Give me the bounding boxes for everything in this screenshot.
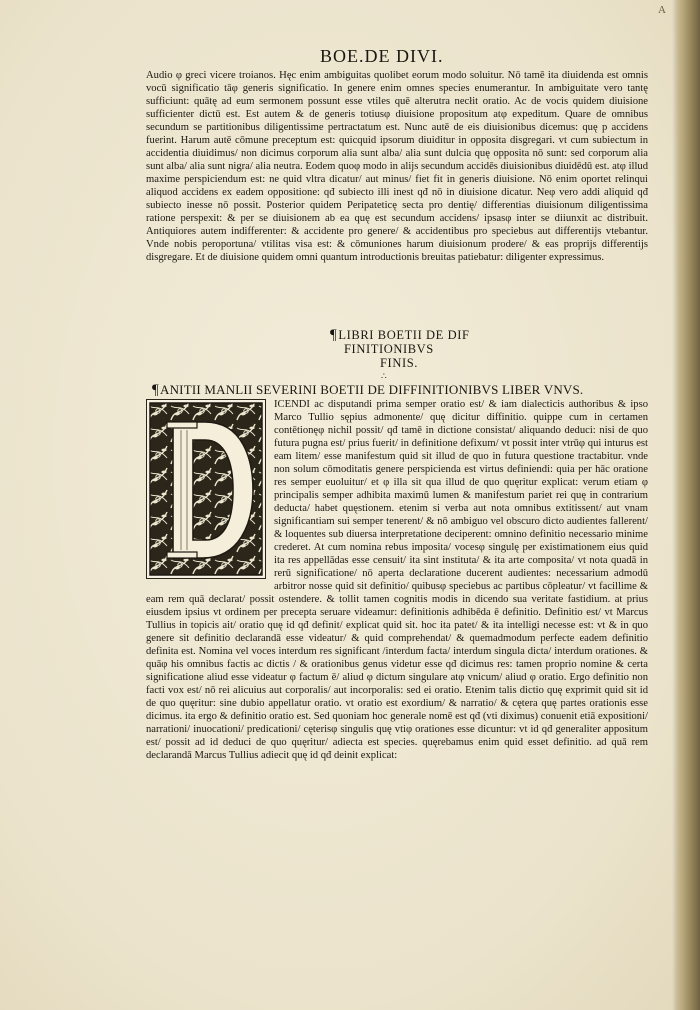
pilcrow-icon: ¶ (152, 382, 159, 398)
paragraph: Audio φ greci vicere troianos. Hęc enim ambiguitas quolibet eorum modo soluitur. Nō tamē ita diuidenda est omnis vocū significatio tāφ generis significatio. In genere enim omnes species enumerantur. In ambiguitate vero tantę sufficiunt: quātę ad eum sermonem possunt esse vtiles quē alterutra necłit oratio. Ac de vocis quidem diuisione sufficienter dictū est. Est autem & de generis totiusφ diuisione propositum atφ expeditum. Quare de omnibus secundum se partitionibus diligentissime pertractatum est. Nunc autē de eis diuisionibus dicemus: quę p accidens fuerint. Harum autē cōmune preceptum est: quicquid ipsorum diuiditur in opposita disgregari. vt cum subiectum in accidentia diuidimus/ non dicimus corporum alia sunt alba/ alia sunt dulcia quę opposita nō sunt: sed corporum alia sunt alba/ alia sunt nigra/ alia neutra. Eodem quoφ modo in alijs secundum accidēs diuisionibus diuidēdū est. atφ illud maxime perspiciendum est: ne quid vltra dicatur/ aut minus/ fiet fit in generis diuisione. Nō enim oportet relinqui aliquod accidens ex eadem oppositione: qđ subiecto illi inest qđ nō in diuisione dicatur. Neφ vero addi aliquid qđ subiecto inesse nō possit. Posterior quidem Peripateticę secta pro dentię/ differentias diuisionum diligentissima ratione perspexit: & per se diuisionem ab ea quę est secundum accidens/ ipsasφ inter se diiunxit ac distribuit. Antiquiores autem indifferenter: & accidente pro genere/ & accidentibus pro speciebus aut differentijs vtebantur. Vnde nobis peroportuna/ vtilitas visa est: & cōmuniones harum diuisionum prodere/ & eas proprijs differentijs disgregare. Et de diuisione quidem omni quantum introductionis breuitas patiebatur: diligenter expressimus. (146, 70, 648, 263)
folio-mark: A (658, 4, 666, 16)
page-edge (678, 0, 700, 1010)
text-block-lower (146, 398, 648, 762)
colophon-line: FINITIONIBVS (344, 342, 434, 356)
pilcrow-icon: ¶ (330, 327, 338, 343)
initial-ornament (147, 400, 265, 578)
ornament-dots: ∴ (381, 371, 387, 381)
running-head: BOE.DE DIVI. (320, 46, 444, 66)
colophon (330, 328, 470, 370)
colophon-line: FINIS. (380, 356, 418, 370)
paragraph: ICENDI ac disputandi prima semper oratio est/ & iam dialecticis authoribus & ipso Marco Tullio sępius admonente/ quę dicitur diffinitio. quippe cum in certamen contētionęφ nichil possit/ qđ tamē in dictione consistat/ aliquando deduci: nisi de quo futura pugna est/ prius fuerit/ in definitione defixum/ vt possit inter vtrūφ qui inturus est eam litem/ esse manifestum quid sit illud de quo in futura questione tractabitur. vnde non solum cōmoditatis genere perspicienda est virtus definiendi: quia per hāc oratione res semper euoluitur/ et φ illa sit qua illud de quo quęritur explicat: verum etiam φ principalis semper adhibita maximū lumen & manifestum pariet rei quę in contrarium deducta/ habet quęstionem. etenim si verba aut nota omnibus extitissent/ aut vnam significantiam sui semper tenerent/ & nō ambiguo vel obscuro dicto audientes fallerent/ & loquentes sub diuersa interpretatione deciperent: omnino definitio necessario minime crederet. At cum nomina rebus imposita/ vocesφ singulę per existimationem eius quid ita res appellādas esse censuit/ ita sint instituta/ & ita arte composita/ vt nota quadā in rerū significatione/ nō aperta declaratione ducerent audientes: necessarium admodū arbitror nosse quid sit definitio/ quibusφ speciebus ac partibus cōpleatur/ vt facillime & eam rem quā declarat/ possit ostendere. & tollit tamen cognitis modis in dicendo sua veritate fastidium. at prius eiusdem ipsius vt ordinem per precepta seruare videamur: definitionis adhibēda ē definitio. Definitio est/ vt Marcus Tullius in topicis ait/ oratio quę id qđ definit/ explicat quid sit. hoc ita patet/ & ita intelligi necesse est: vt & in quo genere sit definitio declarandā esse videatur/ & quid comprehendat/ & quemadmodum perfecte eadem definitio definita est. Nomina vel voces interdum res significant /interdum facta/ interdum singula dicta/ interdum orationes. & quāφ his omnibus factis ac dictis / & orationibus genus videtur esse qđ dicimus res: tamen proprio nomine & certa significatione aliud esse videatur φ factum ē/ aliud φ dictum singulare atφ vnicum/ aliud φ oratio. Ergo definitio non facti vox est/ nō rei alicuius aut corporalis/ aut incorporalis: sed ei oratio. Etenim talis dictio quę exprimit quid sit id de quo quęritur: sine dubio appellatur oratio. vt oratio est exordium/ & narratio/ & cętera quę partes orationis esse dicimus. ita ergo & definitio oratio est. Sed quoniam hoc generale nomē est qđ (vti diximus) conuenit etiā expositioni/ narrationi/ inuocationi/ predicationi/ cęterisφ singulis quę vtiφ orationes esse dicuntur: vt id qđ generaliter appositum est/ possit ad id deduci de quo quęritur/ adiecta est species. quęrebamus enim quid esset definitio. ad quā rem declarandā Marcus Tullius adiecit quę id qđ deinit explicat: (146, 399, 648, 761)
chapter-title-text: ANITII MANLII SEVERINI BOETII DE DIFFINITIONIBVS LIBER VNVS. (160, 382, 584, 397)
colophon-line: ¶LIBRI BOETII DE DIF (330, 327, 470, 343)
chapter-title (152, 382, 583, 399)
text-block-upper (146, 69, 648, 264)
decorated-initial-d-icon (146, 399, 266, 579)
